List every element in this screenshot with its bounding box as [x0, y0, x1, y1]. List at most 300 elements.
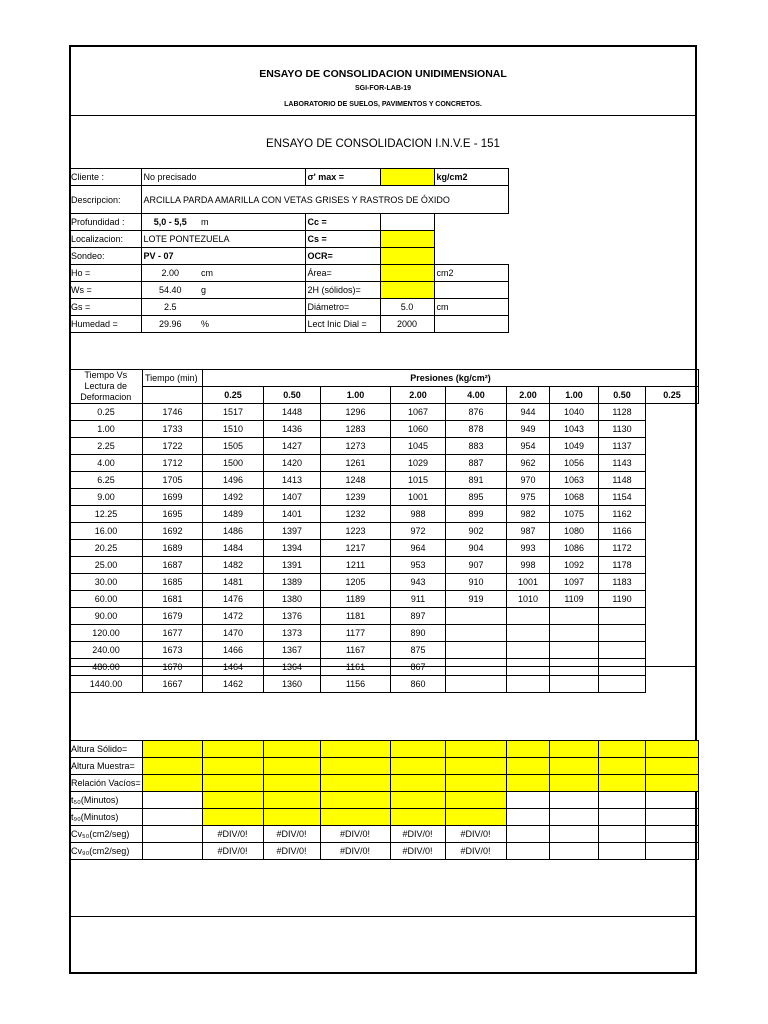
time-header: Tiempo (min)	[143, 370, 203, 387]
dial-reading: 1436	[264, 421, 321, 438]
pressure-header-8: 0.25	[646, 387, 699, 404]
divider	[71, 115, 695, 116]
dial-reading: 1075	[550, 506, 599, 523]
dial-reading: 1283	[321, 421, 391, 438]
t50-cell[interactable]	[320, 792, 390, 809]
dial-reading: 1148	[599, 472, 646, 489]
time-value: 0.25	[70, 404, 143, 421]
readings-table	[69, 369, 699, 693]
t50-cell	[506, 792, 549, 809]
dial-reading: 1128	[599, 404, 646, 421]
dial-reading: 1166	[599, 523, 646, 540]
cv90-cell	[598, 843, 645, 860]
cv90-row	[69, 843, 698, 860]
time-value: 120.00	[70, 625, 143, 642]
dial-reading	[550, 676, 599, 693]
dial-reading	[507, 608, 550, 625]
t50-cell	[645, 792, 698, 809]
humedad-label: Humedad =	[69, 316, 141, 333]
cv50-cell: #DIV/0!	[202, 826, 263, 843]
dial-reading: 1687	[143, 557, 203, 574]
pressure-header-3: 2.00	[391, 387, 446, 404]
pressure-header-5: 2.00	[507, 387, 550, 404]
dial-reading	[507, 625, 550, 642]
dial-reading	[599, 676, 646, 693]
dial-reading: 902	[446, 523, 507, 540]
altura-muestra-cell[interactable]	[549, 758, 598, 775]
t90-cell	[598, 809, 645, 826]
dial-reading	[599, 642, 646, 659]
dial-reading: 1733	[143, 421, 203, 438]
time-value: 2.25	[70, 438, 143, 455]
table-row	[70, 523, 699, 540]
dial-reading	[507, 659, 550, 676]
dial-reading: 887	[446, 455, 507, 472]
dial-reading: 1699	[143, 489, 203, 506]
dial-reading	[446, 608, 507, 625]
results-table	[69, 740, 699, 860]
relacion-vacios-cell[interactable]	[202, 775, 263, 792]
time-value: 16.00	[70, 523, 143, 540]
dial-reading: 1472	[203, 608, 264, 625]
dial-reading: 1466	[203, 642, 264, 659]
dial-reading: 1080	[550, 523, 599, 540]
cv90-cell: #DIV/0!	[390, 843, 445, 860]
2h-solidos-label: 2H (sólidos)=	[305, 282, 380, 299]
dial-reading: 1183	[599, 574, 646, 591]
dial-reading: 972	[391, 523, 446, 540]
altura-solido-cell[interactable]	[142, 741, 202, 758]
dial-reading: 1505	[203, 438, 264, 455]
dial-reading: 895	[446, 489, 507, 506]
time-value: 25.00	[70, 557, 143, 574]
t90-cell[interactable]	[390, 809, 445, 826]
t90-label: t₉₀(Minutos)	[69, 809, 142, 826]
t50-cell	[549, 792, 598, 809]
t50-cell[interactable]	[445, 792, 506, 809]
dial-reading: 1470	[203, 625, 264, 642]
table-row	[70, 472, 699, 489]
time-value: 240.00	[70, 642, 143, 659]
ho-unit: cm	[199, 265, 305, 282]
ws-value: 54.40	[141, 282, 199, 299]
altura-solido-cell[interactable]	[445, 741, 506, 758]
test-subtitle: ENSAYO DE CONSOLIDACION I.N.V.E - 151	[266, 138, 500, 150]
altura-muestra-cell[interactable]	[202, 758, 263, 775]
dial-reading: 1205	[321, 574, 391, 591]
dial-reading: 1360	[264, 676, 321, 693]
form-code: SGI-FOR-LAB-19	[355, 85, 411, 92]
dial-reading: 1049	[550, 438, 599, 455]
cv50-cell	[598, 826, 645, 843]
dial-reading: 1261	[321, 455, 391, 472]
relacion-vacios-cell[interactable]	[598, 775, 645, 792]
table-row	[70, 659, 699, 676]
dial-reading: 1232	[321, 506, 391, 523]
altura-solido-cell[interactable]	[506, 741, 549, 758]
time-value: 4.00	[70, 455, 143, 472]
dial-reading: 1067	[391, 404, 446, 421]
dial-reading	[446, 659, 507, 676]
localizacion-label: Localizacion:	[69, 231, 141, 248]
dial-reading: 1092	[550, 557, 599, 574]
gs-value: 2.5	[141, 299, 199, 316]
pressure-header-2: 1.00	[321, 387, 391, 404]
t90-cell[interactable]	[263, 809, 320, 826]
dial-reading: 1063	[550, 472, 599, 489]
dial-reading: 1722	[143, 438, 203, 455]
dial-reading: 1462	[203, 676, 264, 693]
dial-reading: 1510	[203, 421, 264, 438]
dial-reading: 1685	[143, 574, 203, 591]
dial-reading: 1389	[264, 574, 321, 591]
t50-cell	[142, 792, 202, 809]
dial-reading: 962	[507, 455, 550, 472]
sample-info-table	[69, 168, 509, 333]
dial-reading: 1181	[321, 608, 391, 625]
cc-label: Cc =	[305, 214, 380, 231]
dial-reading: 919	[446, 591, 507, 608]
dial-reading: 860	[391, 676, 446, 693]
dial-reading	[599, 625, 646, 642]
t90-cell	[645, 809, 698, 826]
dial-reading: 1056	[550, 455, 599, 472]
dial-reading: 1481	[203, 574, 264, 591]
dial-reading: 1673	[143, 642, 203, 659]
altura-muestra-cell[interactable]	[445, 758, 506, 775]
dial-reading: 1178	[599, 557, 646, 574]
altura-solido-cell[interactable]	[390, 741, 445, 758]
dial-reading: 875	[391, 642, 446, 659]
dial-reading: 1464	[203, 659, 264, 676]
dial-reading: 964	[391, 540, 446, 557]
cv50-row	[69, 826, 698, 843]
area-label: Área=	[305, 265, 380, 282]
table-row	[70, 676, 699, 693]
dial-reading: 1273	[321, 438, 391, 455]
table-row	[70, 625, 699, 642]
cv50-label: Cv₅₀(cm2/seg)	[69, 826, 142, 843]
cv50-cell	[549, 826, 598, 843]
cv90-cell	[142, 843, 202, 860]
table-row	[70, 404, 699, 421]
time-value: 6.25	[70, 472, 143, 489]
dial-reading: 1143	[599, 455, 646, 472]
dial-reading: 1172	[599, 540, 646, 557]
t90-row	[69, 809, 698, 826]
pressure-header-6: 1.00	[550, 387, 599, 404]
dial-reading: 1484	[203, 540, 264, 557]
relacion-vacios-cell[interactable]	[142, 775, 202, 792]
cv90-label: Cv₉₀(cm2/seg)	[69, 843, 142, 860]
sondeo-value: PV - 07	[141, 248, 305, 265]
divider	[71, 916, 695, 917]
dial-reading: 993	[507, 540, 550, 557]
t90-cell[interactable]	[445, 809, 506, 826]
dial-reading	[550, 625, 599, 642]
time-value: 20.25	[70, 540, 143, 557]
relacion-vacios-label: Relación Vacíos=	[69, 775, 142, 792]
dial-reading: 867	[391, 659, 446, 676]
dial-reading: 954	[507, 438, 550, 455]
dial-reading: 998	[507, 557, 550, 574]
dial-reading: 1667	[143, 676, 203, 693]
altura-muestra-cell[interactable]	[263, 758, 320, 775]
dial-reading: 1692	[143, 523, 203, 540]
dial-reading: 1492	[203, 489, 264, 506]
dial-reading	[599, 608, 646, 625]
dial-reading: 988	[391, 506, 446, 523]
cliente-label: Cliente :	[69, 169, 141, 186]
dial-reading: 1162	[599, 506, 646, 523]
relacion-vacios-cell[interactable]	[320, 775, 390, 792]
humedad-value: 29.96	[141, 316, 199, 333]
form-title: ENSAYO DE CONSOLIDACION UNIDIMENSIONAL	[259, 68, 507, 80]
dial-reading: 1482	[203, 557, 264, 574]
table-row	[70, 489, 699, 506]
altura-muestra-cell[interactable]	[142, 758, 202, 775]
table-row	[70, 455, 699, 472]
t50-cell[interactable]	[202, 792, 263, 809]
cv50-cell	[645, 826, 698, 843]
dial-reading: 1373	[264, 625, 321, 642]
profundidad-unit: m	[199, 214, 305, 231]
descripcion-value: ARCILLA PARDA AMARILLA CON VETAS GRISES Y RASTROS DE ÓXIDO	[141, 186, 508, 214]
relacion-vacios-cell[interactable]	[445, 775, 506, 792]
time-value: 1.00	[70, 421, 143, 438]
ocr-value[interactable]	[380, 248, 434, 265]
t50-row	[69, 792, 698, 809]
altura-solido-label: Altura Sólido=	[69, 741, 142, 758]
dial-reading: 1211	[321, 557, 391, 574]
pressure-header-1: 0.50	[264, 387, 321, 404]
lect-inic-dial-label: Lect Inic Dial =	[305, 316, 380, 333]
lab-name: LABORATORIO DE SUELOS, PAVIMENTOS Y CONCRETOS.	[284, 101, 482, 108]
dial-reading: 1712	[143, 455, 203, 472]
cv50-cell	[142, 826, 202, 843]
area-value[interactable]	[380, 265, 434, 282]
t90-cell[interactable]	[320, 809, 390, 826]
dial-reading: 1448	[264, 404, 321, 421]
table-row	[70, 591, 699, 608]
dial-reading: 878	[446, 421, 507, 438]
dial-reading: 1689	[143, 540, 203, 557]
dial-reading: 1500	[203, 455, 264, 472]
dial-reading: 1380	[264, 591, 321, 608]
altura-solido-cell[interactable]	[263, 741, 320, 758]
table-row	[70, 642, 699, 659]
relacion-vacios-cell[interactable]	[549, 775, 598, 792]
pressure-header-7: 0.50	[599, 387, 646, 404]
time-value: 9.00	[70, 489, 143, 506]
t90-cell	[142, 809, 202, 826]
dial-reading: 1086	[550, 540, 599, 557]
table-row	[70, 557, 699, 574]
dial-reading: 1177	[321, 625, 391, 642]
altura-solido-cell[interactable]	[320, 741, 390, 758]
time-value: 30.00	[70, 574, 143, 591]
altura-muestra-cell[interactable]	[645, 758, 698, 775]
t50-cell[interactable]	[390, 792, 445, 809]
table-row	[70, 506, 699, 523]
dial-reading: 907	[446, 557, 507, 574]
cv90-cell	[645, 843, 698, 860]
dial-reading: 1010	[507, 591, 550, 608]
altura-muestra-cell[interactable]	[320, 758, 390, 775]
cv90-cell: #DIV/0!	[445, 843, 506, 860]
altura-muestra-label: Altura Muestra=	[69, 758, 142, 775]
relacion-vacios-cell[interactable]	[390, 775, 445, 792]
ho-label: Ho =	[69, 265, 141, 282]
cs-label: Cs =	[305, 231, 380, 248]
dial-reading: 944	[507, 404, 550, 421]
area-unit: cm2	[434, 265, 508, 282]
dial-reading: 1413	[264, 472, 321, 489]
t90-cell	[506, 809, 549, 826]
dial-reading: 904	[446, 540, 507, 557]
dial-reading: 1045	[391, 438, 446, 455]
altura-solido-cell[interactable]	[549, 741, 598, 758]
dial-reading: 1517	[203, 404, 264, 421]
relacion-vacios-row	[69, 775, 698, 792]
dial-reading: 1217	[321, 540, 391, 557]
dial-reading: 1015	[391, 472, 446, 489]
diametro-label: Diámetro=	[305, 299, 380, 316]
time-value: 12.25	[70, 506, 143, 523]
altura-solido-row	[69, 741, 698, 758]
dial-reading: 1040	[550, 404, 599, 421]
relacion-vacios-cell[interactable]	[506, 775, 549, 792]
dial-reading: 975	[507, 489, 550, 506]
table-row	[70, 540, 699, 557]
side-label: Tiempo Vs Lectura de Deformacion	[70, 370, 143, 404]
dial-reading: 1670	[143, 659, 203, 676]
altura-solido-cell[interactable]	[202, 741, 263, 758]
dial-reading: 1401	[264, 506, 321, 523]
ws-unit: g	[199, 282, 305, 299]
table-row	[70, 438, 699, 455]
pressure-header: Presiones (kg/cm²)	[203, 370, 699, 387]
ws-label: Ws =	[69, 282, 141, 299]
altura-solido-cell[interactable]	[645, 741, 698, 758]
cv50-cell: #DIV/0!	[320, 826, 390, 843]
altura-muestra-cell[interactable]	[598, 758, 645, 775]
gs-label: Gs =	[69, 299, 141, 316]
relacion-vacios-cell[interactable]	[263, 775, 320, 792]
dial-reading: 1394	[264, 540, 321, 557]
dial-reading: 943	[391, 574, 446, 591]
t90-cell	[549, 809, 598, 826]
dial-reading: 1223	[321, 523, 391, 540]
cc-value[interactable]	[380, 214, 434, 231]
time-value: 1440.00	[70, 676, 143, 693]
dial-reading: 1364	[264, 659, 321, 676]
dial-reading: 1060	[391, 421, 446, 438]
dial-reading: 1239	[321, 489, 391, 506]
dial-reading: 1001	[507, 574, 550, 591]
t50-cell[interactable]	[263, 792, 320, 809]
cv90-cell	[549, 843, 598, 860]
dial-reading: 1695	[143, 506, 203, 523]
dial-reading: 1391	[264, 557, 321, 574]
dial-reading: 1427	[264, 438, 321, 455]
dial-reading: 1137	[599, 438, 646, 455]
dial-reading: 1679	[143, 608, 203, 625]
localizacion-value: LOTE PONTEZUELA	[141, 231, 305, 248]
descripcion-label: Descripcion:	[69, 186, 141, 214]
dial-reading: 1489	[203, 506, 264, 523]
sondeo-label: Sondeo:	[69, 248, 141, 265]
altura-muestra-cell[interactable]	[506, 758, 549, 775]
t50-label: t₅₀(Minutos)	[69, 792, 142, 809]
cs-value[interactable]	[380, 231, 434, 248]
dial-reading	[446, 642, 507, 659]
ho-value: 2.00	[141, 265, 199, 282]
dial-reading: 1189	[321, 591, 391, 608]
dial-reading: 970	[507, 472, 550, 489]
sigma-max-value[interactable]	[380, 169, 434, 186]
dial-reading: 1190	[599, 591, 646, 608]
dial-reading: 890	[391, 625, 446, 642]
time-value: 90.00	[70, 608, 143, 625]
dial-reading: 1248	[321, 472, 391, 489]
t50-cell	[598, 792, 645, 809]
diametro-value: 5.0	[380, 299, 434, 316]
dial-reading: 1496	[203, 472, 264, 489]
sigma-max-unit: kg/cm2	[434, 169, 508, 186]
dial-reading	[599, 659, 646, 676]
t90-cell[interactable]	[202, 809, 263, 826]
dial-reading: 1161	[321, 659, 391, 676]
cv90-cell: #DIV/0!	[263, 843, 320, 860]
lect-inic-dial-value: 2000	[380, 316, 434, 333]
2h-solidos-value[interactable]	[380, 282, 434, 299]
relacion-vacios-cell[interactable]	[645, 775, 698, 792]
cv50-cell: #DIV/0!	[445, 826, 506, 843]
dial-reading: 1109	[550, 591, 599, 608]
dial-reading: 1705	[143, 472, 203, 489]
dial-reading: 1296	[321, 404, 391, 421]
altura-muestra-cell[interactable]	[390, 758, 445, 775]
cv50-cell: #DIV/0!	[390, 826, 445, 843]
dial-reading: 910	[446, 574, 507, 591]
diametro-unit: cm	[434, 299, 508, 316]
time-value: 480.00	[70, 659, 143, 676]
dial-reading	[446, 676, 507, 693]
altura-solido-cell[interactable]	[598, 741, 645, 758]
dial-reading: 1407	[264, 489, 321, 506]
dial-reading: 1130	[599, 421, 646, 438]
dial-reading: 911	[391, 591, 446, 608]
dial-reading: 1376	[264, 608, 321, 625]
dial-reading: 1476	[203, 591, 264, 608]
dial-reading: 1167	[321, 642, 391, 659]
dial-reading: 1001	[391, 489, 446, 506]
dial-reading: 953	[391, 557, 446, 574]
altura-muestra-row	[69, 758, 698, 775]
dial-reading	[507, 642, 550, 659]
dial-reading: 1367	[264, 642, 321, 659]
dial-reading: 1486	[203, 523, 264, 540]
pressure-header-0: 0.25	[203, 387, 264, 404]
dial-reading: 876	[446, 404, 507, 421]
humedad-unit: %	[199, 316, 305, 333]
cv90-cell	[506, 843, 549, 860]
table-row	[70, 608, 699, 625]
dial-reading	[550, 608, 599, 625]
dial-reading	[507, 676, 550, 693]
time-value: 60.00	[70, 591, 143, 608]
